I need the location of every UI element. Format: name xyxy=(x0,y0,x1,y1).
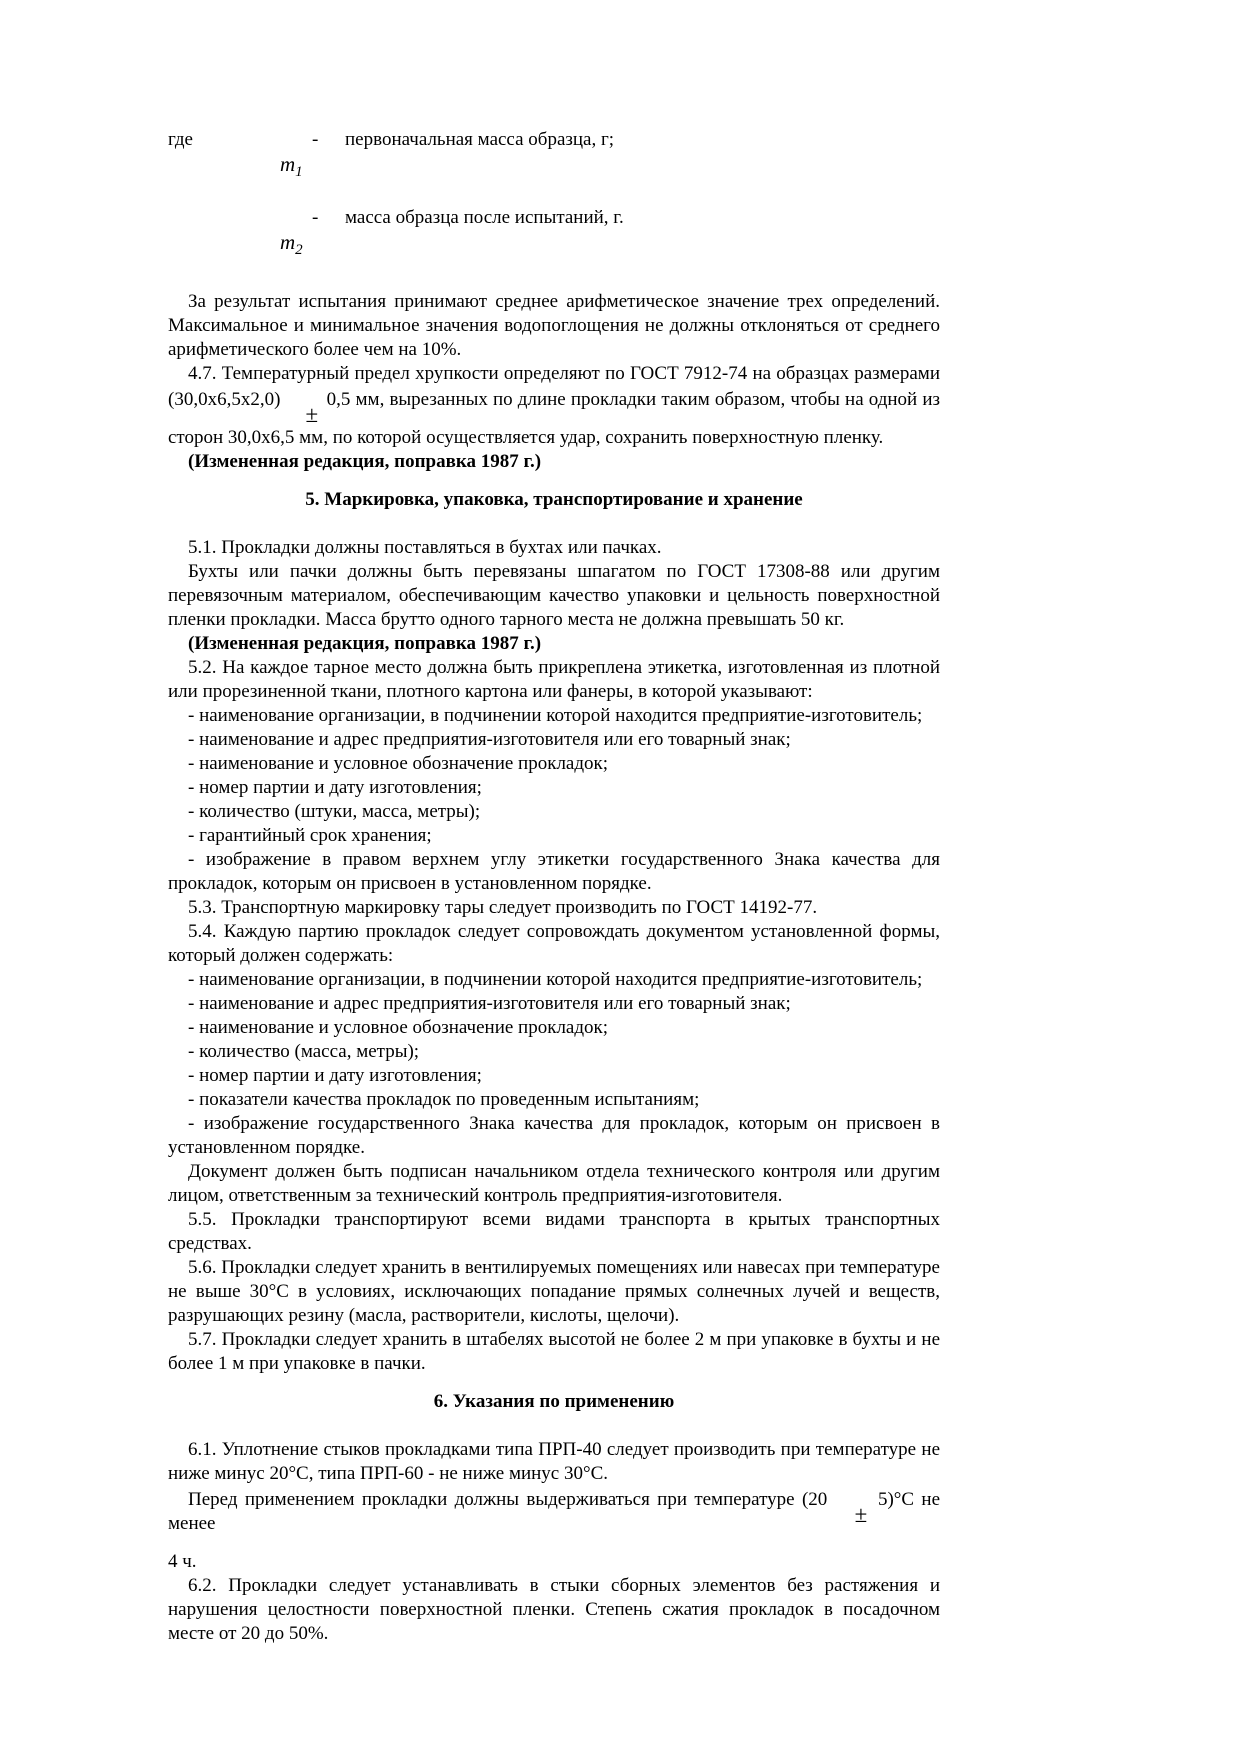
dash-separator: - xyxy=(312,129,319,150)
list-item: - количество (масса, метры); xyxy=(188,1041,420,1063)
dash-separator: - xyxy=(312,207,319,229)
paragraph-6-1-2 xyxy=(168,1486,940,1536)
definition-row-m2 xyxy=(168,206,940,230)
paragraph-average-result: За результат испытания принимают среднее арифметическое значение трех определений. Максимальное и минимальное значения водопоглощения не должны отклоняться от среднего арифметического более чем на 10%. xyxy=(168,291,940,361)
definition-text-m1: первоначальная масса образца, г; xyxy=(345,129,615,150)
paragraph-5-3: 5.3. Транспортную маркировку тары следует производить по ГОСТ 14192-77. xyxy=(188,897,818,919)
definition-text-m2: масса образца после испытаний, г. xyxy=(345,207,624,229)
paragraph-4-7-text-after: 0,5 мм, вырезанных по длине прокладки таким образом, чтобы на одной из xyxy=(326,389,940,411)
paragraph-4-7-continuation: сторон 30,0х6,5 мм, по которой осуществляется удар, сохранить поверхностную пленку. xyxy=(168,427,884,449)
list-item: - изображение государственного Знака качества для прокладок, которым он присвоен в установленном порядке. xyxy=(168,1113,940,1159)
amended-note: (Измененная редакция, поправка 1987 г.) xyxy=(188,633,542,655)
paragraph-4-7 xyxy=(168,362,940,428)
list-item: - наименование и условное обозначение прокладок; xyxy=(188,753,609,775)
paragraph-4-7-text-before: 4.7. Температурный предел хрупкости определяют по ГОСТ 7912-74 на образцах размерами (30,0х6,5х2,0) xyxy=(168,363,940,411)
where-label: где xyxy=(168,129,193,150)
list-item: - изображение в правом верхнем углу этикетки государственного Знака качества для прокладок, которым он присвоен в установленном порядке. xyxy=(168,849,940,895)
list-item: - количество (штуки, масса, метры); xyxy=(188,801,481,823)
paragraph-6-1: 6.1. Уплотнение стыков прокладками типа ПРП-40 следует производить при температуре не ниже минус 20°С, типа ПРП-60 - не ниже минус 30°С. xyxy=(168,1439,940,1485)
plus-minus-symbol: ± xyxy=(305,402,319,428)
list-item: - наименование организации, в подчинении которой находится предприятие-изготовитель; xyxy=(188,705,923,727)
list-item: - наименование и адрес предприятия-изготовителя или его товарный знак; xyxy=(188,729,791,751)
paragraph-6-2: 6.2. Прокладки следует устанавливать в стыки сборных элементов без растяжения и нарушения целостности поверхностной пленки. Степень сжатия прокладок в посадочном месте от 20 до 50%. xyxy=(168,1575,940,1645)
section-5-heading: 5. Маркировка, упаковка, транспортирование и хранение xyxy=(305,489,803,511)
paragraph-6-1-2-text-before: Перед применением прокладки должны выдерживаться при температуре (20 xyxy=(188,1489,828,1511)
paragraph-5-5: 5.5. Прокладки транспортируют всеми видами транспорта в крытых транспортных средствах. xyxy=(168,1209,940,1255)
paragraph-5-7: 5.7. Прокладки следует хранить в штабелях высотой не более 2 м при упаковке в бухты и не более 1 м при упаковке в пачки. xyxy=(168,1329,940,1375)
paragraph-5-2: 5.2. На каждое тарное место должна быть прикреплена этикетка, изготовленная из плотной или прорезиненной ткани, плотного картона или фанеры, в которой указывают: xyxy=(168,657,940,703)
amended-note: (Измененная редакция, поправка 1987 г.) xyxy=(188,451,542,473)
paragraph-5-1: 5.1. Прокладки должны поставляться в бухтах или пачках. xyxy=(188,537,662,559)
list-item: - показатели качества прокладок по проведенным испытаниям; xyxy=(188,1089,700,1111)
plus-minus-symbol: ± xyxy=(854,1502,868,1528)
list-item: - наименование организации, в подчинении которой находится предприятие-изготовитель; xyxy=(188,969,923,991)
where-spacer xyxy=(168,206,312,230)
section-6-heading: 6. Указания по применению xyxy=(433,1391,675,1413)
list-item: - наименование и условное обозначение прокладок; xyxy=(188,1017,609,1039)
paragraph-6-1-2-text-after: 5)°С не менее xyxy=(168,1489,941,1535)
document-content xyxy=(168,128,940,1646)
paragraph-5-1-2: Бухты или пачки должны быть перевязаны шпагатом по ГОСТ 17308-88 или другим перевязочным материалом, обеспечивающим качество упаковки и цельность поверхностной пленки прокладки. Масса брутто одного тарного места не должна превышать 50 кг. xyxy=(168,561,940,631)
paragraph-5-4-document: Документ должен быть подписан начальником отдела технического контроля или другим лицом, ответственным за технический контроль предприятия-изготовителя. xyxy=(168,1161,940,1207)
definition-row-m1 xyxy=(168,128,940,152)
paragraph-6-1-2-continuation: 4 ч. xyxy=(168,1551,197,1573)
list-item: - гарантийный срок хранения; xyxy=(188,825,432,847)
list-item: - наименование и адрес предприятия-изготовителя или его товарный знак; xyxy=(188,993,791,1015)
symbol-m2 xyxy=(280,230,940,262)
symbol-m2-letter: m xyxy=(280,230,296,255)
list-item: - номер партии и дату изготовления; xyxy=(188,1065,482,1087)
paragraph-5-4: 5.4. Каждую партию прокладок следует сопровождать документом установленной формы, который должен содержать: xyxy=(168,921,940,967)
symbol-m1-subscript: 1 xyxy=(295,164,303,181)
symbol-m1 xyxy=(280,152,940,184)
symbol-m2-subscript: 2 xyxy=(295,242,303,259)
paragraph-5-6: 5.6. Прокладки следует хранить в вентилируемых помещениях или навесах при температуре не выше 30°С в условиях, исключающих попадание прямых солнечных лучей и веществ, разрушающих резину (масла, растворители, кислоты, щелочи). xyxy=(168,1257,940,1327)
symbol-m1-letter: m xyxy=(280,152,296,176)
list-item: - номер партии и дату изготовления; xyxy=(188,777,482,799)
formula-definitions xyxy=(168,128,940,262)
